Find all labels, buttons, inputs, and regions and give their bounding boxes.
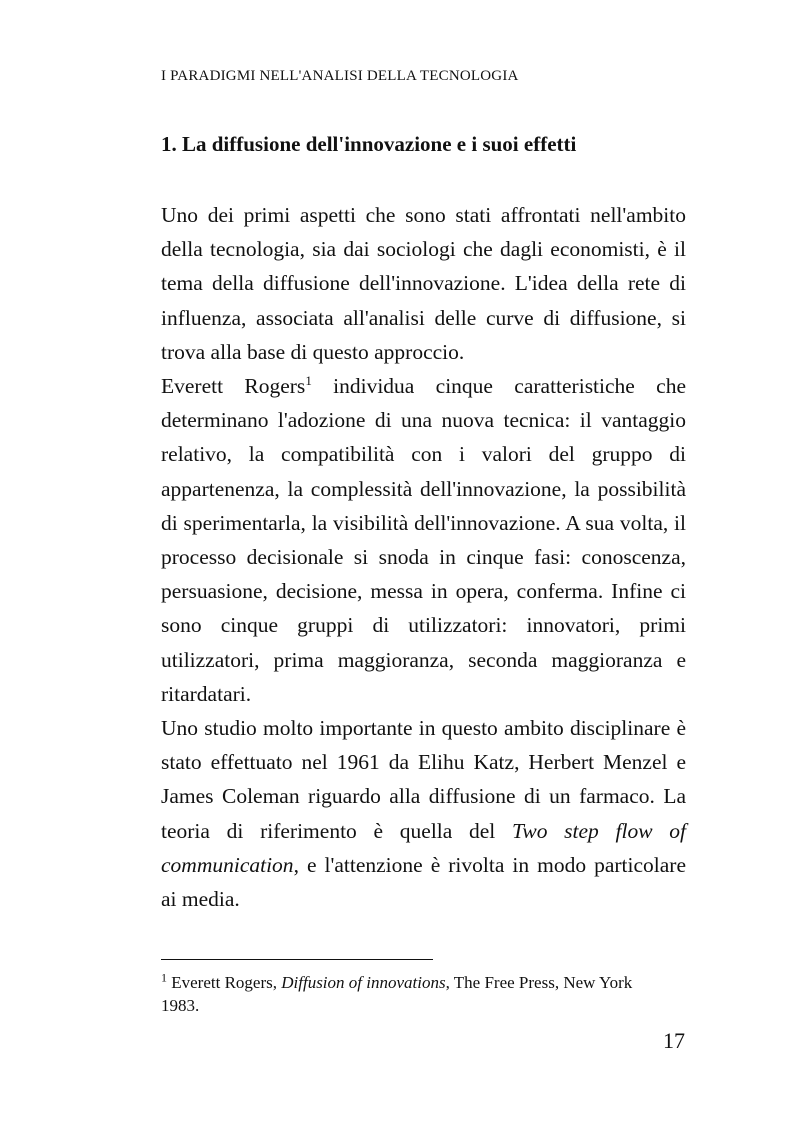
footnote-divider bbox=[161, 959, 433, 960]
footnote-lead: Everett Rogers, bbox=[167, 973, 282, 992]
paragraph-3-italic-term: Two step flow of communication bbox=[161, 818, 686, 877]
running-header: I PARADIGMI NELL'ANALISI DELLA TECNOLOGIA bbox=[161, 68, 519, 84]
page-number: 17 bbox=[663, 1028, 685, 1053]
paragraph-2 bbox=[161, 369, 686, 711]
paragraph-2-rest: individua cinque caratteristiche che determinano l'adozione di una nuova tecnica: il vantaggio relativo, la compatibilità con i valori del gruppo di appartenenza, la complessità dell'innovazione, la possibilità di sperimentarla, la visibilità dell'innovazione. A sua volta, il processo decisionale si snoda in cinque fasi: conoscenza, persuasione, decisione, messa in opera, conferma. Infine ci sono cinque gruppi di utilizzatori: innovatori, primi utilizzatori, prima maggioranza, seconda maggioranza e ritardatari. bbox=[161, 374, 686, 706]
paragraph-3-rest: , e l'attenzione è rivolta in modo particolare ai media. bbox=[161, 852, 686, 912]
section-title: 1. La diffusione dell'innovazione e i suoi effetti bbox=[161, 132, 577, 156]
paragraph-3 bbox=[161, 711, 686, 916]
paragraph-2-lead: Everett Rogers bbox=[161, 374, 306, 399]
footnote-rest: , The Free Press, New York 1983. bbox=[161, 973, 633, 1015]
paragraph-1: Uno dei primi aspetti che sono stati affrontati nell'ambito della tecnologia, sia dai sociologi che dagli economisti, è il tema della diffusione dell'innovazione. L'idea della rete di influenza, associata all'analisi delle curve di diffusione, si trova alla base di questo approccio. bbox=[161, 203, 686, 364]
footnote bbox=[161, 971, 661, 1017]
body-text bbox=[161, 198, 686, 916]
footnote-number: 1 bbox=[161, 970, 167, 985]
footnote-book-title: Diffusion of innovations bbox=[281, 973, 446, 992]
footnote-reference: 1 bbox=[305, 372, 312, 388]
paragraph-3-lead: Uno studio molto importante in questo ambito disciplinare è stato effettuato nel 1961 da Elihu Katz, Herbert Menzel e James Coleman riguardo alla diffusione di un farmaco. La teoria di riferimento è quella del bbox=[161, 716, 686, 843]
